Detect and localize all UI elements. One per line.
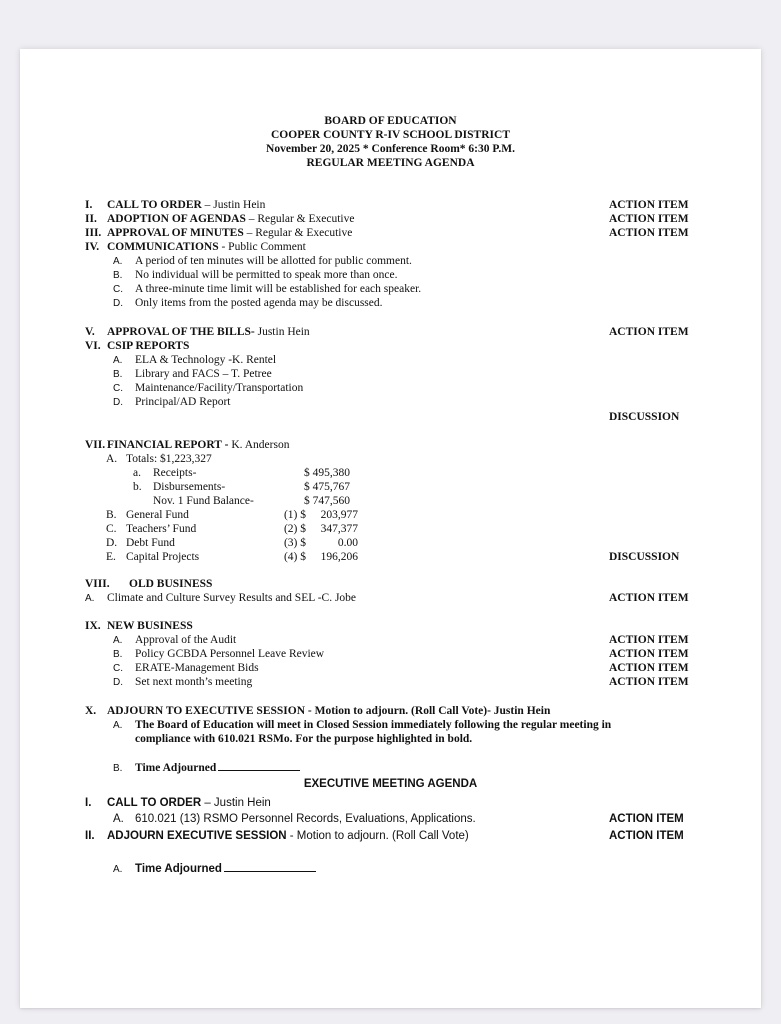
list-item: B. Library and FACS – T. Petree <box>113 368 272 380</box>
section-number: II. <box>85 213 97 225</box>
list-item: A. 610.021 (13) RSMO Personnel Records, Evaluations, Applications. <box>113 813 476 825</box>
time-adjourned-blank <box>218 760 300 771</box>
section-title: ADJOURN EXECUTIVE SESSION <box>107 830 287 842</box>
action-item-tag: ACTION ITEM <box>609 676 689 688</box>
financial-line-receipts: a. Receipts- <box>133 467 197 479</box>
closed-session-notice: A. The Board of Education will meet in Closed Session immediately following the regular meeting in <box>113 719 612 731</box>
section-financial-report <box>85 438 289 452</box>
section-detail: - Public Comment <box>218 241 306 253</box>
action-item-tag: ACTION ITEM <box>609 326 689 338</box>
action-item-tag: ACTION ITEM <box>609 634 689 646</box>
section-approval-of-bills <box>85 325 310 339</box>
section-detail: Justin Hein <box>254 326 310 338</box>
financial-line-disbursements: b. Disbursements- <box>133 481 226 493</box>
fund-general: B. General Fund <box>106 509 189 521</box>
section-detail: – Regular & Executive <box>243 227 353 239</box>
fund-amount: (1) $ 203,977 <box>283 509 358 521</box>
section-number: VII. <box>85 439 106 451</box>
fund-amount: (3) $ 0.00 <box>283 537 358 549</box>
action-item-tag: ACTION ITEM <box>609 227 689 239</box>
list-item: B. Policy GCBDA Personnel Leave Review <box>113 648 325 660</box>
action-item-tag: ACTION ITEM <box>609 213 689 225</box>
action-item-tag: ACTION ITEM <box>609 648 689 660</box>
section-title: OLD BUSINESS <box>129 578 213 590</box>
exec-section-adjourn <box>85 829 469 843</box>
section-number: V. <box>85 326 95 338</box>
section-adoption-of-agendas <box>85 212 354 226</box>
section-title: CALL TO ORDER <box>107 797 202 809</box>
list-item: D. Set next month’s meeting <box>113 676 253 688</box>
section-detail: – Justin Hein <box>201 797 271 809</box>
header-agenda-title: REGULAR MEETING AGENDA <box>306 157 475 169</box>
section-number: I. <box>85 199 93 211</box>
fund-amount: (4) $ 196,206 <box>283 551 358 563</box>
action-item-tag: ACTION ITEM <box>609 662 689 674</box>
header-district: COOPER COUNTY R-IV SCHOOL DISTRICT <box>271 129 510 141</box>
section-communications <box>85 240 306 254</box>
list-item: B. No individual will be permitted to speak more than once. <box>113 269 398 281</box>
action-item-tag: ACTION ITEM <box>609 592 689 604</box>
section-title: CALL TO ORDER <box>107 199 202 211</box>
list-item: D. Principal/AD Report <box>113 396 231 408</box>
action-item-tag: ACTION ITEM <box>609 830 684 842</box>
section-new-business <box>85 619 193 633</box>
fund-amount: (2) $ 347,377 <box>283 523 358 535</box>
section-detail: – Regular & Executive <box>245 213 355 225</box>
list-item: C. ERATE-Management Bids <box>113 662 259 674</box>
section-number: X. <box>85 705 97 717</box>
section-title: ADOPTION OF AGENDAS <box>107 213 246 225</box>
list-item: A. A period of ten minutes will be allotted for public comment. <box>113 255 412 267</box>
exec-section-call-to-order <box>85 796 271 810</box>
document-page <box>20 49 761 1008</box>
section-title: APPROVAL OF MINUTES <box>107 227 244 239</box>
list-item: A. Approval of the Audit <box>113 634 237 646</box>
discussion-tag: DISCUSSION <box>609 551 680 563</box>
section-old-business <box>85 577 212 591</box>
list-item: C. A three-minute time limit will be established for each speaker. <box>113 283 422 295</box>
list-item: C. Maintenance/Facility/Transportation <box>113 382 304 394</box>
list-item: A. Climate and Culture Survey Results and SEL -C. Jobe <box>85 592 357 604</box>
section-title: APPROVAL OF THE BILLS- <box>107 326 255 338</box>
section-number: VI. <box>85 340 101 352</box>
financial-amount: $ 475,767 <box>304 481 350 493</box>
executive-agenda-title: EXECUTIVE MEETING AGENDA <box>303 778 478 790</box>
financial-amount: $ 747,560 <box>304 495 350 507</box>
fund-debt: D. Debt Fund <box>106 537 175 549</box>
section-adjourn-to-executive <box>85 704 550 718</box>
section-number: IX. <box>85 620 101 632</box>
closed-session-notice-cont: compliance with 610.021 RSMo. For the purpose highlighted in bold. <box>135 733 473 745</box>
section-detail: - Motion to adjourn. (Roll Call Vote) <box>286 830 469 842</box>
discussion-tag: DISCUSSION <box>609 411 680 423</box>
section-number: IV. <box>85 241 100 253</box>
section-title: NEW BUSINESS <box>107 620 193 632</box>
action-item-tag: ACTION ITEM <box>609 199 689 211</box>
section-detail: K. Anderson <box>228 439 290 451</box>
section-title: COMMUNICATIONS <box>107 241 219 253</box>
financial-amount: $ 495,380 <box>304 467 350 479</box>
time-adjourned-executive: A. Time Adjourned <box>113 861 316 877</box>
section-detail: – Justin Hein <box>201 199 266 211</box>
section-call-to-order <box>85 198 265 212</box>
section-number: III. <box>85 227 102 239</box>
section-number: VIII. <box>85 578 110 590</box>
section-number: II. <box>85 830 95 842</box>
list-item: D. Only items from the posted agenda may be discussed. <box>113 297 383 309</box>
section-title: FINANCIAL REPORT - <box>107 439 229 451</box>
section-title: ADJOURN TO EXECUTIVE SESSION - Motion to adjourn. (Roll Call Vote)- Justin Hein <box>107 705 551 717</box>
list-item: A. ELA & Technology -K. Rentel <box>113 354 277 366</box>
fund-teachers: C. Teachers’ Fund <box>106 523 197 535</box>
action-item-tag: ACTION ITEM <box>609 813 684 825</box>
header-board: BOARD OF EDUCATION <box>324 115 457 127</box>
time-adjourned-blank <box>224 861 316 872</box>
header-date-location: November 20, 2025 * Conference Room* 6:30 P.M. <box>266 143 515 155</box>
section-approval-of-minutes <box>85 226 352 240</box>
section-title: CSIP REPORTS <box>107 340 190 352</box>
financial-line-fund-balance: Nov. 1 Fund Balance- <box>153 495 254 507</box>
financial-totals: A. Totals: $1,223,327 <box>106 453 212 465</box>
time-adjourned-regular: B. Time Adjourned <box>113 760 300 776</box>
fund-capital-projects: E. Capital Projects <box>106 551 200 563</box>
section-number: I. <box>85 797 92 809</box>
section-csip-reports <box>85 339 189 353</box>
